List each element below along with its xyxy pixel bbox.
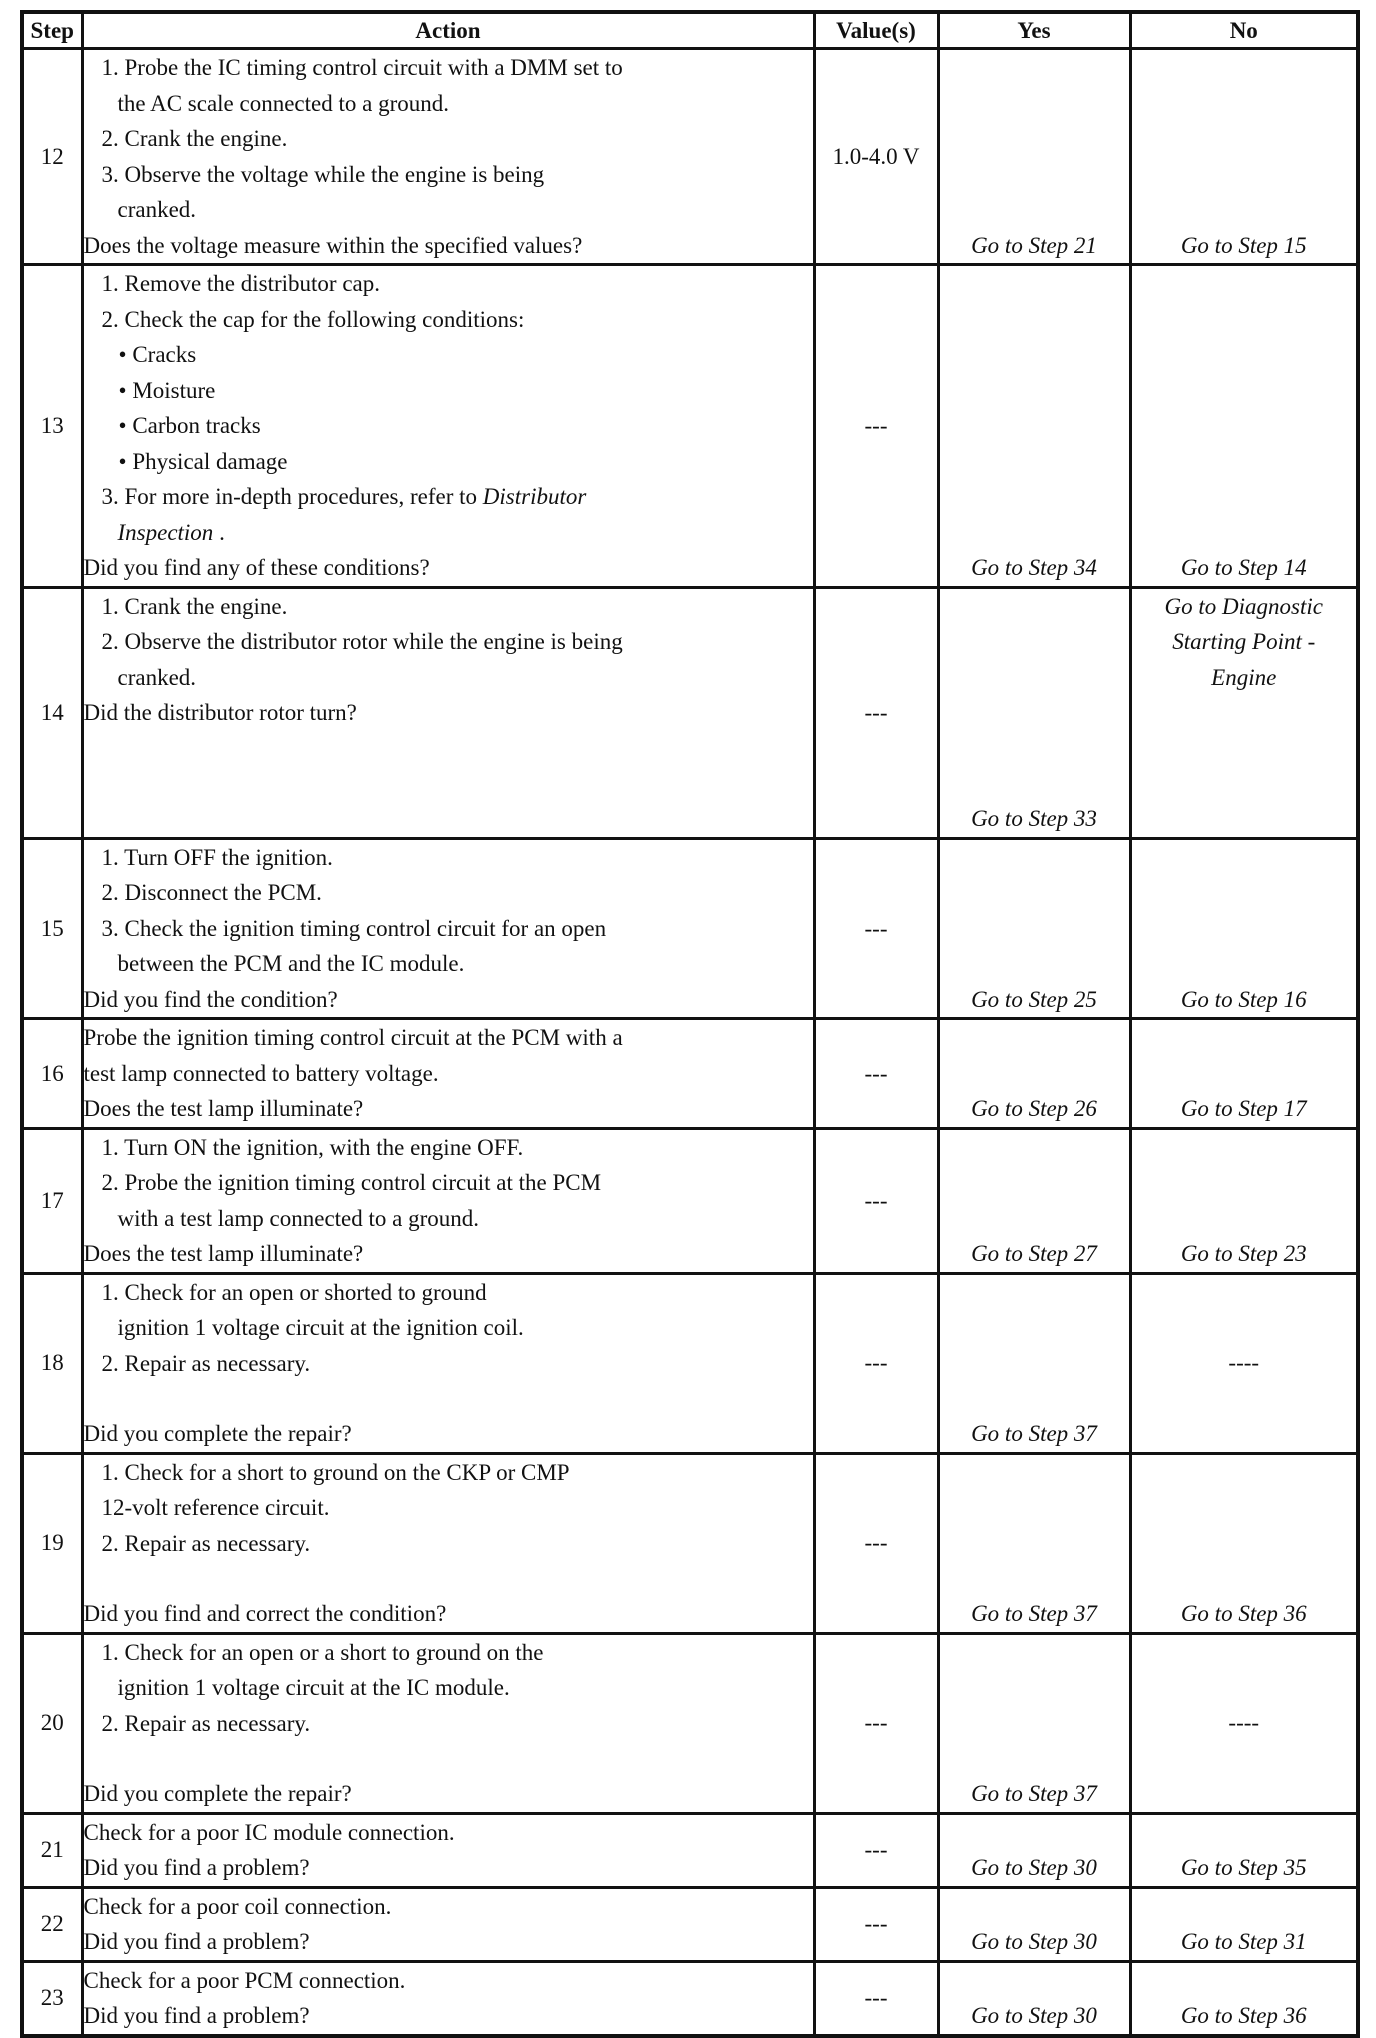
action-question: Did you complete the repair? — [83, 1781, 352, 1806]
action-question: Did you find a problem? — [83, 1855, 310, 1880]
step-number: 16 — [22, 1019, 82, 1129]
action-question: Does the voltage measure within the specified values? — [83, 232, 583, 258]
value-cell: --- — [814, 265, 938, 588]
bullet-item: • Moisture — [118, 377, 216, 403]
action-cell — [82, 1273, 814, 1453]
table-row — [22, 1019, 1358, 1129]
table-row — [22, 1633, 1358, 1813]
step-number: 18 — [22, 1273, 82, 1453]
yes-link: Go to Step 25 — [938, 838, 1130, 1019]
bullet-text: Carbon tracks — [132, 413, 261, 438]
step-number: 23 — [22, 1961, 82, 2036]
no-link: Go to Step 31 — [1130, 1887, 1358, 1961]
action-question: Did you find any of these conditions? — [83, 555, 430, 580]
step-number: 21 — [22, 1813, 82, 1887]
yes-link: Go to Step 30 — [938, 1813, 1130, 1887]
action-question: Did you complete the repair? — [83, 1421, 352, 1446]
action-cell — [82, 1453, 814, 1633]
yes-link: Go to Step 21 — [938, 49, 1130, 265]
action-question: Did you find and correct the condition? — [83, 1601, 447, 1626]
action-line: 2. Check the cap for the following conditions: — [101, 306, 525, 332]
table-row — [22, 1887, 1358, 1961]
step-number: 17 — [22, 1128, 82, 1273]
yes-link: Go to Step 37 — [938, 1453, 1130, 1633]
action-line: 2. Disconnect the PCM. — [101, 880, 322, 905]
action-cell — [82, 587, 814, 838]
yes-link: Go to Step 37 — [938, 1273, 1130, 1453]
action-cell — [82, 1961, 814, 2036]
action-line: Probe the ignition timing control circuit at the PCM with a — [83, 1025, 623, 1050]
value-cell: --- — [814, 1961, 938, 2036]
action-line: ignition 1 voltage circuit at the ignition coil. — [117, 1315, 524, 1340]
action-question: Did you find a problem? — [83, 1929, 310, 1954]
table-row — [22, 1453, 1358, 1633]
value-cell: --- — [814, 1887, 938, 1961]
step-number: 12 — [22, 49, 82, 265]
step-number: 13 — [22, 265, 82, 588]
no-link: Go to Step 36 — [1130, 1961, 1358, 2036]
action-line: 2. Repair as necessary. — [101, 1530, 311, 1556]
step-number: 19 — [22, 1453, 82, 1633]
action-question: Does the test lamp illuminate? — [83, 1096, 364, 1121]
header-values: Value(s) — [814, 12, 938, 49]
action-line: cranked. — [117, 664, 197, 690]
bullet-text: Cracks — [132, 342, 197, 367]
yes-link: Go to Step 27 — [938, 1128, 1130, 1273]
no-line: Engine — [1211, 664, 1277, 690]
action-line: 1. Check for an open or a short to ground on the — [101, 1639, 544, 1665]
reference-link: Distributor — [482, 484, 587, 509]
no-link: Go to Step 16 — [1130, 838, 1358, 1019]
yes-link: Go to Step 34 — [938, 265, 1130, 588]
action-cell — [82, 265, 814, 588]
action-line: 3. Observe the voltage while the engine is being — [101, 161, 545, 187]
no-link: Go to Step 35 — [1130, 1813, 1358, 1887]
yes-link: Go to Step 37 — [938, 1633, 1130, 1813]
table-row — [22, 49, 1358, 265]
action-line: 1. Check for an open or shorted to ground — [101, 1279, 487, 1305]
table-row — [22, 1813, 1358, 1887]
action-line: 2. Repair as necessary. — [101, 1710, 311, 1736]
action-line: 2. Repair as necessary. — [101, 1350, 311, 1376]
table-row — [22, 1273, 1358, 1453]
action-line: 1. Turn ON the ignition, with the engine OFF. — [101, 1134, 524, 1160]
action-cell — [82, 1813, 814, 1887]
step-number: 15 — [22, 838, 82, 1019]
no-link: Go to Step 36 — [1130, 1453, 1358, 1633]
action-line: 1. Check for a short to ground on the CKP or CMP — [101, 1459, 570, 1485]
table-row — [22, 1128, 1358, 1273]
action-line — [84, 515, 813, 551]
bullet-text: Moisture — [132, 377, 216, 403]
action-line: 2. Crank the engine. — [101, 126, 288, 151]
table-row — [22, 1961, 1358, 2036]
header-action: Action — [82, 12, 814, 49]
action-question: Did you find a problem? — [83, 2003, 310, 2028]
action-line: 1. Turn OFF the ignition. — [101, 844, 333, 870]
no-link — [1130, 587, 1358, 838]
yes-link: Go to Step 26 — [938, 1019, 1130, 1129]
action-line — [84, 479, 813, 515]
action-line: Check for a poor PCM connection. — [83, 1967, 406, 1993]
no-link: Go to Step 17 — [1130, 1019, 1358, 1129]
value-cell: 1.0-4.0 V — [814, 49, 938, 265]
action-line: cranked. — [117, 197, 197, 222]
bullet-item: • Cracks — [118, 342, 197, 367]
yes-link: Go to Step 30 — [938, 1887, 1130, 1961]
action-line: 1. Probe the IC timing control circuit with a DMM set to — [101, 55, 623, 80]
action-line: the AC scale connected to a ground. — [117, 90, 449, 116]
action-line: between the PCM and the IC module. — [117, 951, 465, 976]
step-number: 14 — [22, 587, 82, 838]
action-line: with a test lamp connected to a ground. — [117, 1205, 480, 1231]
header-yes: Yes — [938, 12, 1130, 49]
action-cell — [82, 838, 814, 1019]
diagnostic-table — [20, 10, 1360, 2038]
yes-link: Go to Step 33 — [938, 587, 1130, 838]
no-link: Go to Step 23 — [1130, 1128, 1358, 1273]
no-link: Go to Step 15 — [1130, 49, 1358, 265]
table-row — [22, 838, 1358, 1019]
action-cell — [82, 1019, 814, 1129]
bullet-item: • Physical damage — [118, 448, 288, 474]
action-cell — [82, 1128, 814, 1273]
no-line: Go to Diagnostic — [1164, 593, 1323, 619]
yes-link: Go to Step 30 — [938, 1961, 1130, 2036]
action-line: Check for a poor coil connection. — [83, 1893, 392, 1919]
action-line: 2. Probe the ignition timing control circuit at the PCM — [101, 1170, 602, 1195]
action-line: 1. Crank the engine. — [101, 593, 288, 619]
value-cell: --- — [814, 587, 938, 838]
no-line: Starting Point - — [1172, 629, 1316, 654]
action-line: 1. Remove the distributor cap. — [101, 271, 380, 296]
action-cell — [82, 1633, 814, 1813]
action-line: ignition 1 voltage circuit at the IC module. — [117, 1675, 510, 1700]
action-line: 2. Observe the distributor rotor while the engine is being — [101, 629, 623, 654]
header-step: Step — [22, 12, 82, 49]
no-link: ---- — [1130, 1273, 1358, 1453]
no-link: ---- — [1130, 1633, 1358, 1813]
value-cell: --- — [814, 1633, 938, 1813]
action-line: Check for a poor IC module connection. — [83, 1819, 455, 1845]
bullet-item: • Carbon tracks — [118, 413, 261, 438]
value-cell: --- — [814, 1453, 938, 1633]
action-cell — [82, 1887, 814, 1961]
value-cell: --- — [814, 1813, 938, 1887]
header-row — [22, 12, 1358, 49]
no-link: Go to Step 14 — [1130, 265, 1358, 588]
action-text: 3. For more in-depth procedures, refer to — [101, 484, 478, 509]
action-line: 3. Check the ignition timing control circuit for an open — [101, 915, 607, 941]
value-cell: --- — [814, 838, 938, 1019]
table-row — [22, 265, 1358, 588]
step-number: 20 — [22, 1633, 82, 1813]
value-cell: --- — [814, 1273, 938, 1453]
action-question: Does the test lamp illuminate? — [83, 1241, 364, 1266]
action-line: 12-volt reference circuit. — [101, 1495, 330, 1520]
action-line: test lamp connected to battery voltage. — [83, 1060, 439, 1086]
action-text: . — [219, 519, 225, 545]
action-cell — [82, 49, 814, 265]
bullet-text: Physical damage — [132, 448, 288, 474]
reference-link: Inspection — [117, 519, 214, 545]
action-question: Did you find the condition? — [83, 986, 338, 1012]
step-number: 22 — [22, 1887, 82, 1961]
action-question: Did the distributor rotor turn? — [83, 700, 357, 725]
value-cell: --- — [814, 1128, 938, 1273]
value-cell: --- — [814, 1019, 938, 1129]
header-no: No — [1130, 12, 1358, 49]
table-row — [22, 587, 1358, 838]
